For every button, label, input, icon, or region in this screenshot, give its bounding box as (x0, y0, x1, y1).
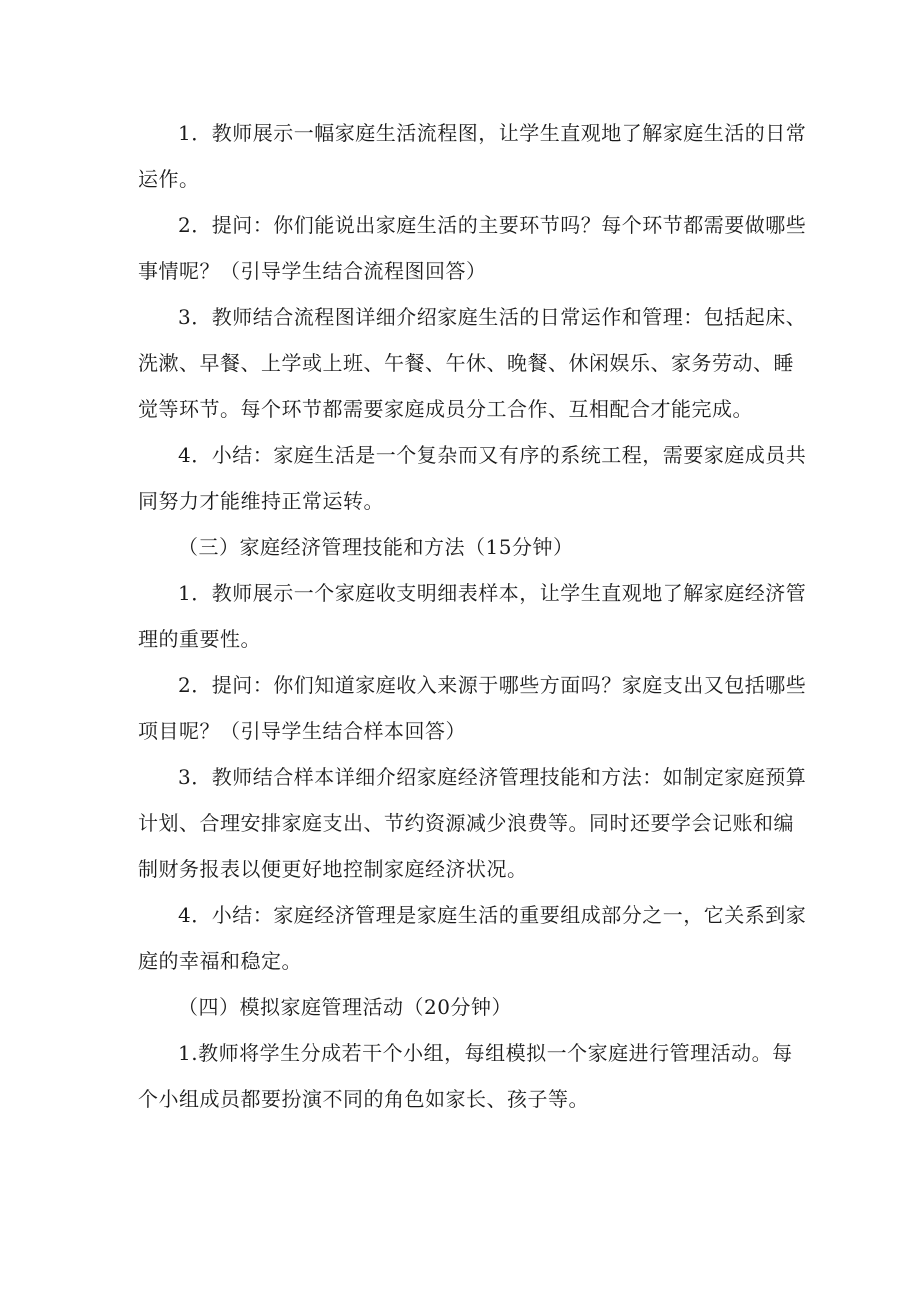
paragraph-4: 4．小结：家庭生活是一个复杂而又有序的系统工程，需要家庭成员共同努力才能维持正常运转。 (138, 443, 807, 513)
paragraph-8: 4．小结：家庭经济管理是家庭生活的重要组成部分之一，它关系到家庭的幸福和稳定。 (138, 903, 807, 973)
paragraph-2: 2．提问：你们能说出家庭生活的主要环节吗？每个环节都需要做哪些事情呢？（引导学生结合流程图回答） (138, 213, 807, 283)
paragraph-3: 3．教师结合流程图详细介绍家庭生活的日常运作和管理：包括起床、洗漱、早餐、上学或上班、午餐、午休、晚餐、休闲娱乐、家务劳动、睡觉等环节。每个环节都需要家庭成员分工合作、互相配合才能完成。 (138, 305, 807, 421)
paragraph-1: 1．教师展示一幅家庭生活流程图，让学生直观地了解家庭生活的日常运作。 (138, 121, 807, 191)
paragraph-9: 1.教师将学生分成若干个小组，每组模拟一个家庭进行管理活动。每个小组成员都要扮演不同的角色如家长、孩子等。 (138, 1041, 793, 1111)
section-heading-4: （四）模拟家庭管理活动（20分钟） (178, 995, 512, 1019)
paragraph-5: 1．教师展示一个家庭收支明细表样本，让学生直观地了解家庭经济管理的重要性。 (138, 581, 807, 651)
section-heading-3: （三）家庭经济管理技能和方法（15分钟） (178, 535, 574, 559)
paragraph-6: 2．提问：你们知道家庭收入来源于哪些方面吗？家庭支出又包括哪些项目呢？（引导学生结合样本回答） (138, 673, 807, 743)
paragraph-7: 3．教师结合样本详细介绍家庭经济管理技能和方法：如制定家庭预算计划、合理安排家庭支出、节约资源减少浪费等。同时还要学会记账和编制财务报表以便更好地控制家庭经济状况。 (138, 765, 807, 881)
